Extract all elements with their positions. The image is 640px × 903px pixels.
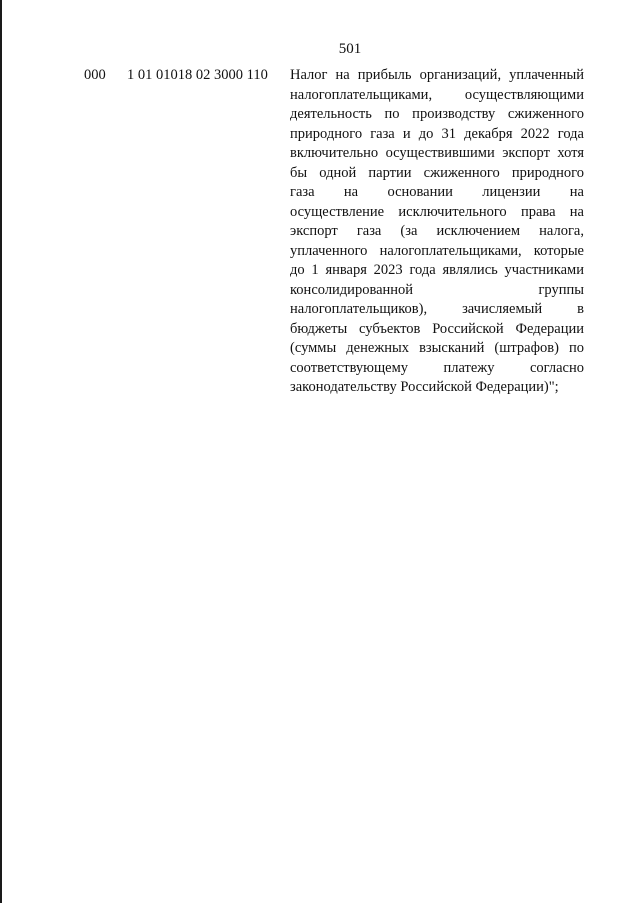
description-line: уплаченного налогоплательщиками, которые: [290, 242, 584, 259]
description-line: консолидированной группы: [290, 281, 584, 298]
description-line: до 1 января 2023 года являлись участниками: [290, 262, 584, 278]
description-line: Налог на прибыль организаций, уплаченный: [290, 67, 584, 83]
description-line: включительно осуществившими экспорт хотя: [290, 145, 584, 161]
description-line: соответствующему платежу согласно: [290, 359, 584, 376]
description-line: газа на основании лицензии на: [290, 184, 584, 200]
page-left-edge-line: [0, 0, 2, 903]
description-line: налогоплательщиков), зачисляемый в: [290, 301, 584, 317]
page-number: 501: [338, 41, 362, 57]
code-description: [290, 66, 584, 398]
description-line: законодательству Российской Федерации)";: [290, 379, 559, 395]
description-line: (суммы денежных взысканий (штрафов) по: [290, 340, 584, 356]
description-line: деятельность по производству сжиженного: [290, 106, 584, 122]
description-line: налогоплательщиками, осуществляющими: [290, 86, 584, 103]
description-line: экспорт газа (за исключением налога,: [290, 223, 584, 239]
budget-classification-code: 1 01 01018 02 3000 110: [127, 67, 268, 83]
description-line: осуществление исключительного права на: [290, 203, 584, 220]
description-line: природного газа и до 31 декабря 2022 года: [290, 125, 584, 142]
description-line: бюджеты субъектов Российской Федерации: [290, 320, 584, 337]
description-line: бы одной партии сжиженного природного: [290, 164, 584, 181]
administrator-code: 000: [84, 67, 106, 83]
